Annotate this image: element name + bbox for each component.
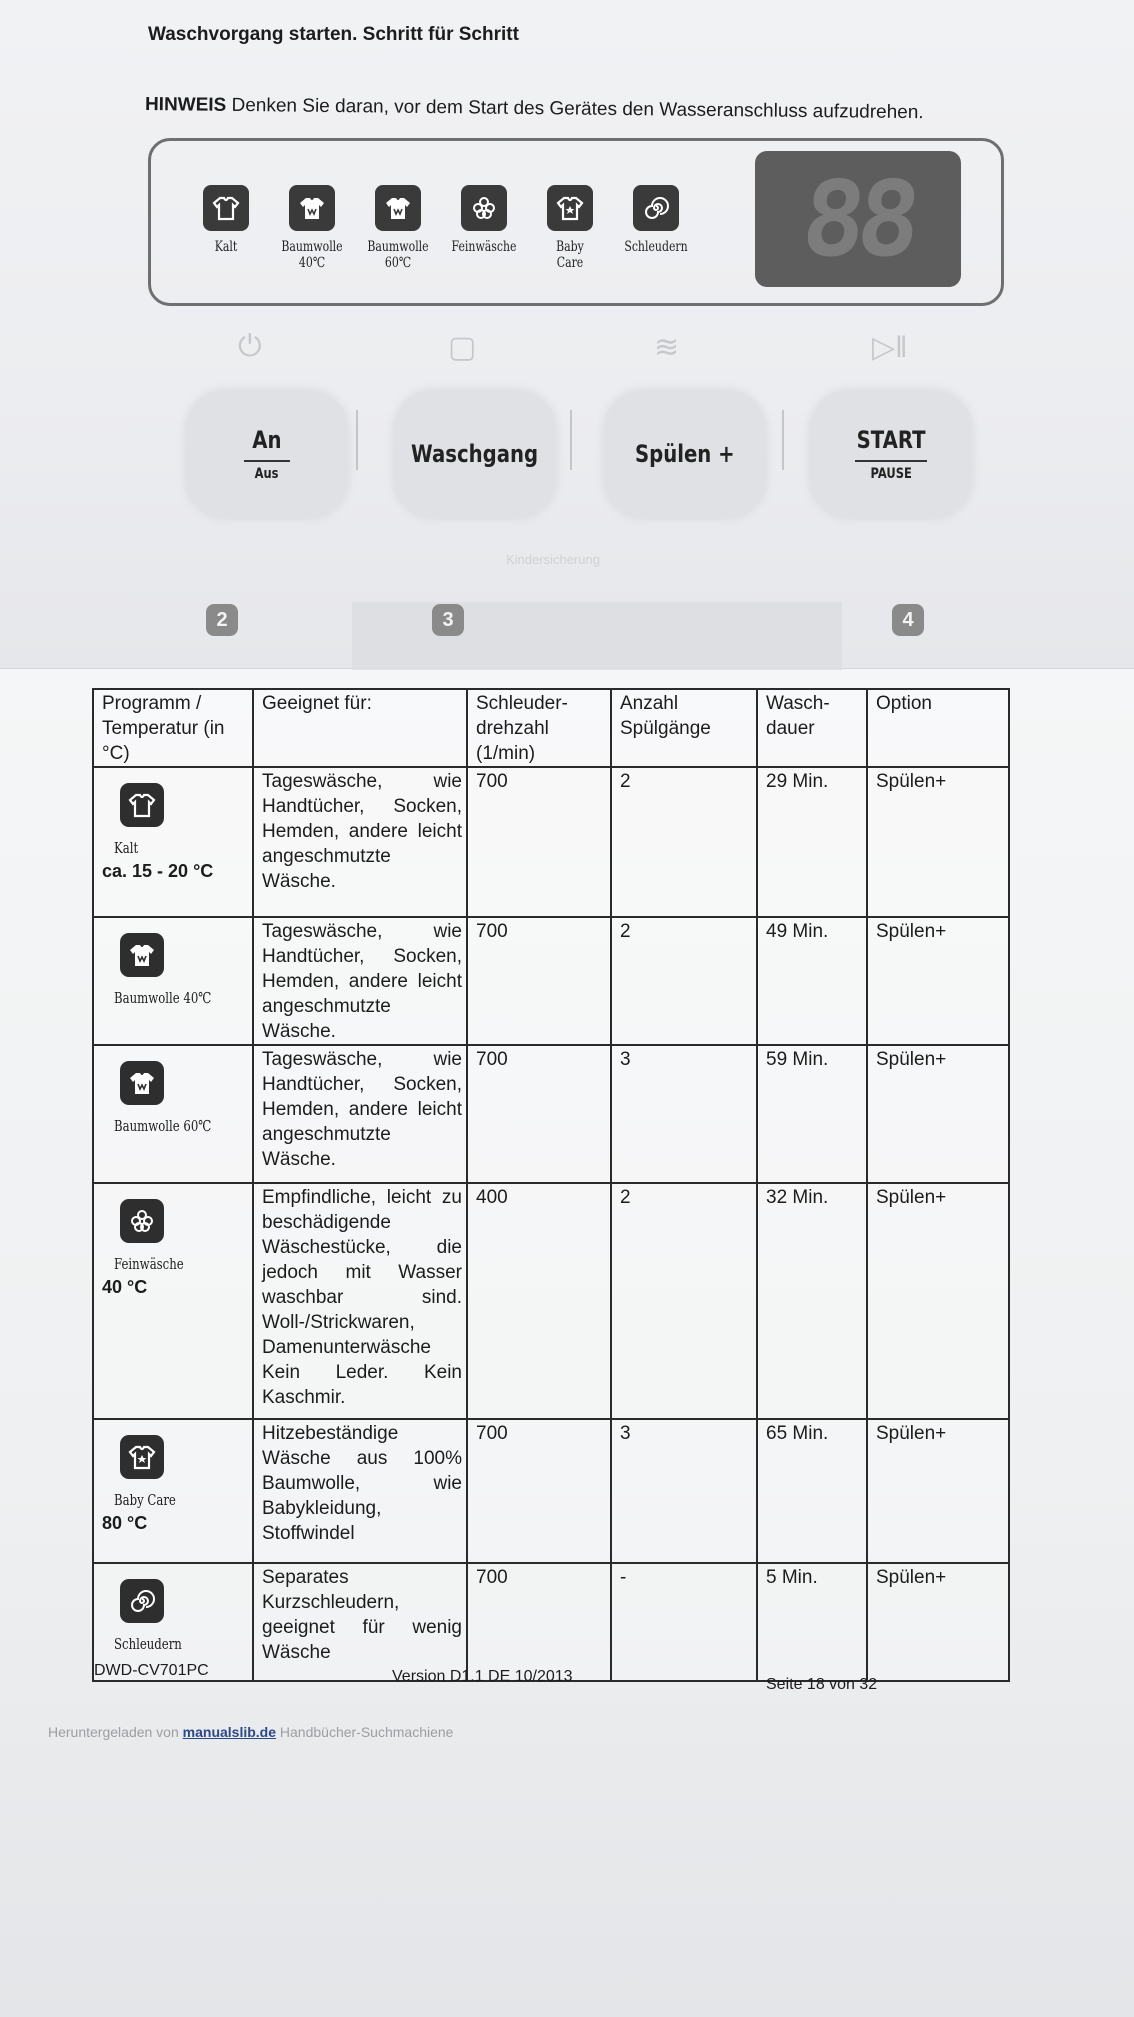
wash-duration: 59 Min. (757, 1045, 867, 1183)
spin-speed: 700 (467, 917, 611, 1045)
program-name: Baumwolle 40℃ (114, 989, 212, 1007)
program-name: Baby Care (114, 1491, 176, 1509)
cotton-shirt-icon (120, 933, 164, 977)
program-label: Baumwolle (367, 239, 429, 255)
program-temp: Care (556, 255, 584, 271)
program-label: Kalt (214, 239, 238, 255)
option: Spülen+ (867, 1563, 1009, 1681)
step-badge: 3 (432, 604, 464, 636)
pause-label: PAUSE (870, 466, 912, 482)
column-header: Option (867, 689, 1009, 767)
program-label: Baby (556, 239, 584, 255)
program-schleudern[interactable] (601, 185, 711, 255)
column-header: Schleuder-drehzahl (1/min) (467, 689, 611, 767)
column-header: Anzahl Spülgänge (611, 689, 757, 767)
program-cell (93, 1045, 253, 1183)
program-temperature: 40 °C (102, 1277, 148, 1297)
spin-speed: 700 (467, 1563, 611, 1681)
spin-speed: 700 (467, 1419, 611, 1563)
control-panel (148, 138, 1004, 306)
option: Spülen+ (867, 767, 1009, 917)
rinse-count: 3 (611, 1419, 757, 1563)
table-row (93, 1183, 1009, 1419)
table-row (93, 1045, 1009, 1183)
cotton-shirt-icon (375, 185, 421, 231)
option: Spülen+ (867, 1419, 1009, 1563)
document-version: Version D1.1 DE 10/2013 (392, 1668, 573, 1685)
rinse-count: 2 (611, 1183, 757, 1419)
spin-speed: 700 (467, 767, 611, 917)
table-row (93, 1563, 1009, 1681)
program-name: Schleudern (114, 1635, 182, 1653)
wash-duration: 32 Min. (757, 1183, 867, 1419)
suitable-for: Tageswäsche, wie Handtücher, Socken, Hemden, andere leicht angeschmutzte Wäsche. (253, 767, 467, 917)
power-on-label: An (252, 426, 282, 454)
program-label: Baumwolle (281, 239, 343, 255)
program-name: Feinwäsche (114, 1255, 184, 1273)
program-select-icon: ▢ (448, 331, 477, 364)
shirt-icon (203, 185, 249, 231)
program-button-label: Waschgang (411, 440, 539, 468)
power-icon: ⏻ (238, 330, 262, 363)
rinse-button-label: Spülen + (635, 440, 735, 468)
program-cell (93, 1419, 253, 1563)
column-header: Geeignet für: (253, 689, 467, 767)
program-name: Baumwolle 60℃ (114, 1117, 212, 1135)
power-button[interactable] (186, 390, 348, 518)
program-cell (93, 767, 253, 917)
start-label: START (856, 426, 926, 454)
suitable-for: Empfindliche, leicht zu beschädigende Wäschestücke, die jedoch mit Wasser waschbar sind. Woll-/Strickwaren, Damenunterwäsche Kein Leder. Kein Kaschmir. (253, 1183, 467, 1419)
spiral-icon (120, 1579, 164, 1623)
page-number: Seite 18 von 32 (766, 1676, 878, 1693)
step-badge: 4 (892, 604, 924, 636)
column-header: Programm / Temperatur (in °C) (93, 689, 253, 767)
table-row (93, 917, 1009, 1045)
notice-text: Denken Sie daran, vor dem Start des Gerätes den Wasseranschluss aufzudrehen. (231, 94, 924, 124)
program-table (92, 688, 1010, 1682)
cotton-shirt-icon (289, 185, 335, 231)
program-temp: 60℃ (384, 255, 412, 271)
program-label: Feinwäsche (451, 239, 517, 255)
manualslib-link[interactable]: manualslib.de (182, 1724, 277, 1740)
step-badge: 2 (206, 604, 238, 636)
download-notice (48, 1724, 453, 1740)
program-button[interactable] (394, 390, 556, 518)
program-cell (93, 1183, 253, 1419)
suitable-for: Hitzebeständige Wäsche aus 100% Baumwolle, wie Babykleidung, Stoffwindel (253, 1419, 467, 1563)
model-number: DWD-CV701PC (94, 1662, 209, 1679)
shirt-icon (120, 783, 164, 827)
program-temperature: ca. 15 - 20 °C (102, 861, 214, 881)
download-prefix: Heruntergeladen von (48, 1724, 179, 1740)
spin-speed: 400 (467, 1183, 611, 1419)
rinse-icon: ≋ (654, 331, 680, 364)
notice-label: HINWEIS (144, 94, 227, 116)
rinse-count: 3 (611, 1045, 757, 1183)
program-label: Schleudern (624, 239, 688, 255)
start-pause-icon: ▷‖ (872, 331, 908, 364)
option: Spülen+ (867, 1183, 1009, 1419)
flower-icon (120, 1199, 164, 1243)
rinse-plus-button[interactable] (604, 390, 766, 518)
program-temp: 40℃ (298, 255, 326, 271)
program-cell (93, 917, 253, 1045)
rinse-count: 2 (611, 917, 757, 1045)
table-row (93, 767, 1009, 917)
segment-display (755, 151, 961, 287)
baby-shirt-icon (120, 1435, 164, 1479)
start-divider (855, 460, 927, 462)
table-row (93, 1419, 1009, 1563)
option: Spülen+ (867, 1045, 1009, 1183)
spiral-icon (633, 185, 679, 231)
power-divider (244, 460, 290, 462)
suitable-for: Tageswäsche, wie Handtücher, Socken, Hemden, andere leicht angeschmutzte Wäsche. (253, 1045, 467, 1183)
suitable-for: Tageswäsche, wie Handtücher, Socken, Hemden, andere leicht angeschmutzte Wäsche. (253, 917, 467, 1045)
button-separator (356, 410, 358, 470)
baby-shirt-icon (547, 185, 593, 231)
wash-duration: 65 Min. (757, 1419, 867, 1563)
display-digits: 88 (796, 158, 920, 280)
start-pause-button[interactable] (810, 390, 972, 518)
column-header: Wasch-dauer (757, 689, 867, 767)
option: Spülen+ (867, 917, 1009, 1045)
wash-duration: 29 Min. (757, 767, 867, 917)
button-separator (570, 410, 572, 470)
table-header-row (93, 689, 1009, 767)
power-off-label: Aus (255, 466, 279, 482)
program-temperature: 80 °C (102, 1513, 148, 1533)
paper-smudge (352, 602, 842, 670)
rinse-count: - (611, 1563, 757, 1681)
wash-duration: 49 Min. (757, 917, 867, 1045)
flower-icon (461, 185, 507, 231)
child-lock-label: Kindersicherung (506, 552, 600, 567)
page-heading: Waschvorgang starten. Schritt für Schritt (148, 24, 519, 45)
spin-speed: 700 (467, 1045, 611, 1183)
rinse-count: 2 (611, 767, 757, 917)
button-separator (782, 410, 784, 470)
program-name: Kalt (114, 839, 139, 857)
download-suffix: Handbücher-Suchmachiene (279, 1724, 454, 1740)
suitable-for: Separates Kurzschleudern, geeignet für wenig Wäsche (253, 1563, 467, 1681)
wash-duration: 5 Min. (757, 1563, 867, 1681)
cotton-shirt-icon (120, 1061, 164, 1105)
